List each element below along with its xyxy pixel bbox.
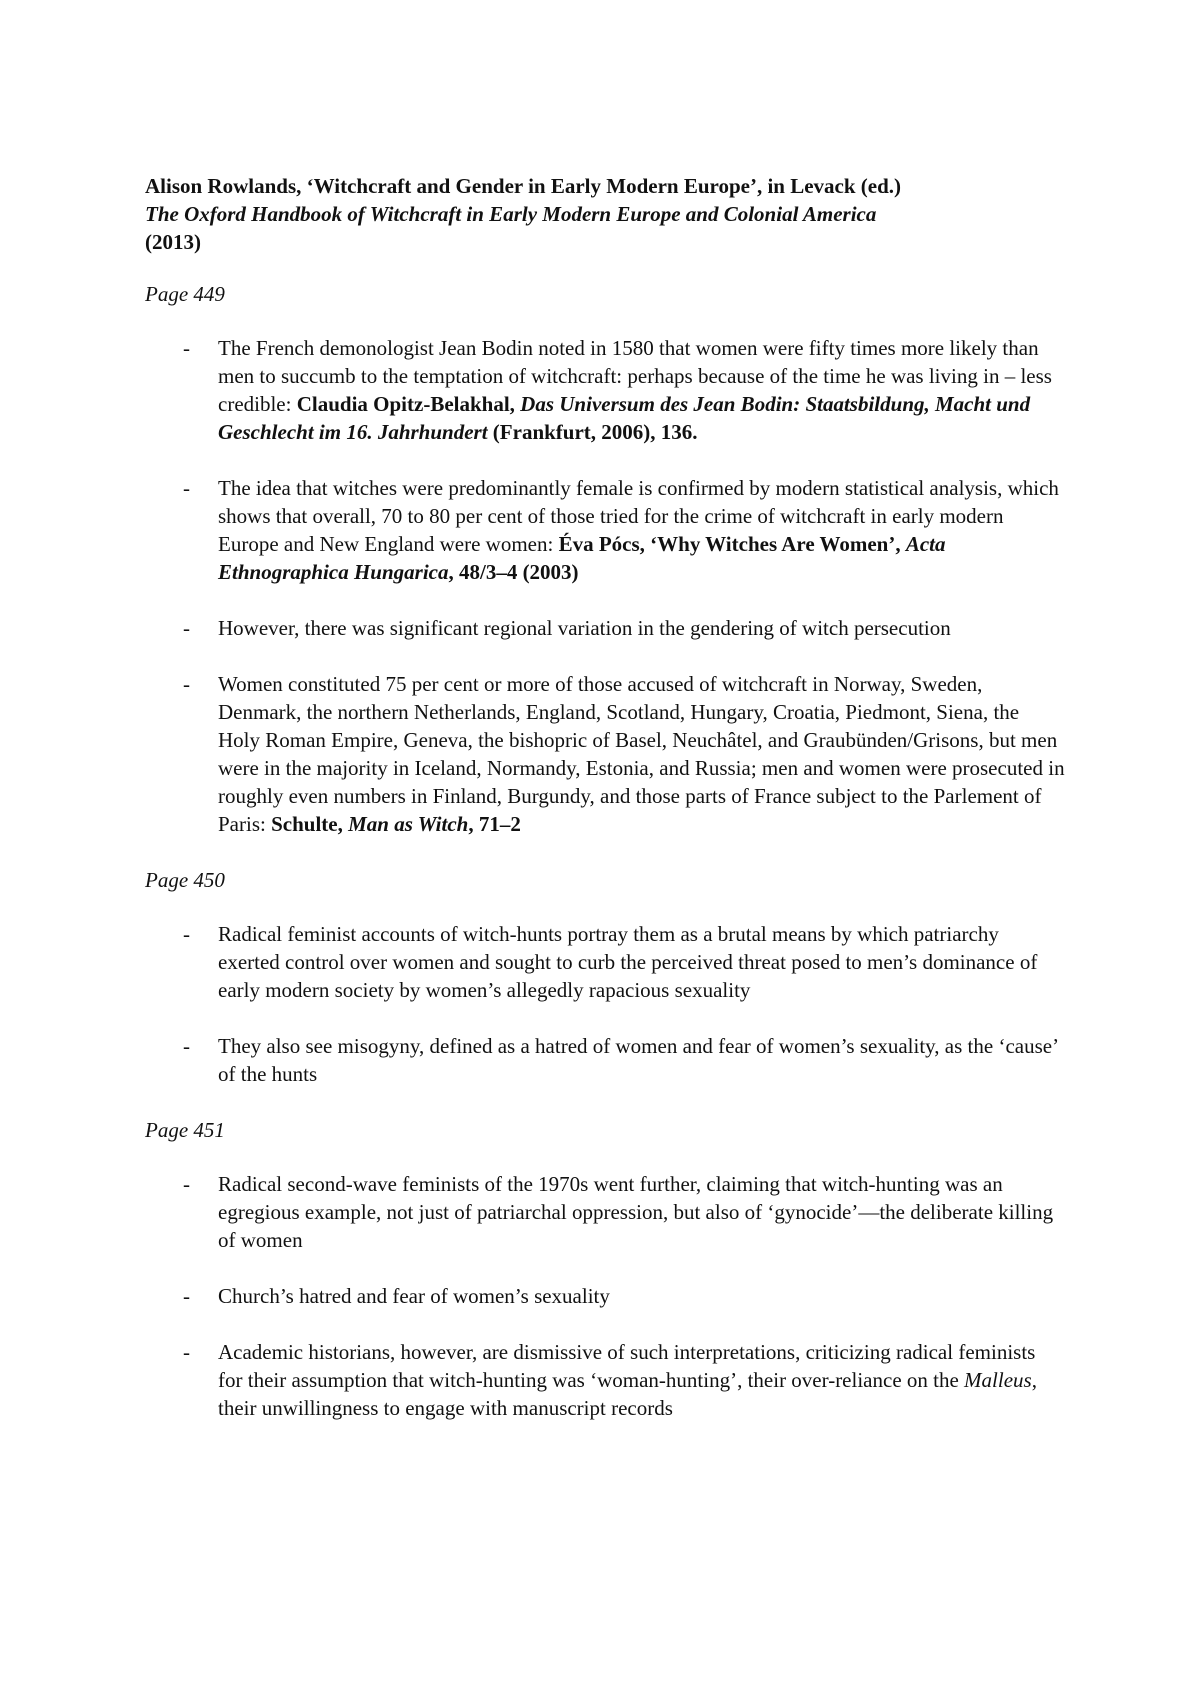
bullet-item [145, 1338, 1065, 1422]
bullet-item [145, 614, 1065, 642]
citation-text: Das Universum des Jean Bodin: Staatsbildung, Macht und Geschlecht im 16. Jahrhundert [218, 392, 1031, 444]
citation-text: Éva Pócs, ‘Why Witches Are Women’, [558, 532, 906, 556]
citation-text: Acta Ethnographica Hungarica [218, 532, 946, 584]
bullet-dash: - [183, 1284, 190, 1308]
citation-text: (Frankfurt, 2006), 136. [487, 420, 698, 444]
citation-text: Claudia Opitz-Belakhal, [296, 392, 521, 416]
title-line-book: The Oxford Handbook of Witchcraft in Early Modern Europe and Colonial America [145, 202, 877, 226]
note-text: , their unwillingness to engage with manuscript records [218, 1368, 1037, 1420]
bullet-dash: - [183, 922, 190, 946]
bullet-dash: - [183, 1340, 190, 1364]
bullet-list [145, 334, 1065, 838]
bullet-dash: - [183, 1034, 190, 1058]
bullet-dash: - [183, 1172, 190, 1196]
citation-text: , 48/3–4 (2003) [448, 560, 579, 584]
bullet-dash: - [183, 336, 190, 360]
note-text: However, there was significant regional variation in the gendering of witch persecution [218, 616, 951, 640]
document-page [145, 172, 1065, 1450]
note-text: They also see misogyny, defined as a hatred of women and fear of women’s sexuality, as the ‘cause’ of the hunts [218, 1034, 1058, 1086]
bullet-item [145, 920, 1065, 1004]
note-text: The idea that witches were predominantly female is confirmed by modern statistical analysis, which shows that overall, 70 to 80 per cent of those tried for the crime of witchcraft in early modern Europe and New England were women: [218, 476, 1059, 556]
title-line-author: Alison Rowlands, ‘Witchcraft and Gender in Early Modern Europe’, in Levack (ed.) [145, 174, 902, 198]
bullet-dash: - [183, 672, 190, 696]
bullet-dash: - [183, 476, 190, 500]
bullet-item [145, 1032, 1065, 1088]
title-line-year: (2013) [145, 230, 201, 254]
page-heading: Page 449 [145, 282, 225, 306]
bullet-list [145, 1170, 1065, 1422]
citation-text: Malleus [964, 1368, 1032, 1392]
note-text: Church’s hatred and fear of women’s sexuality [218, 1284, 610, 1308]
page-heading: Page 451 [145, 1118, 225, 1142]
bullet-item [145, 474, 1065, 586]
note-text: The French demonologist Jean Bodin noted in 1580 that women were fifty times more likely than men to succumb to the temptation of witchcraft: perhaps because of the time he was living in – less credible: [218, 336, 1052, 416]
note-text: Academic historians, however, are dismissive of such interpretations, criticizing radical feminists for their assumption that witch-hunting was ‘woman-hunting’, their over-reliance on the [218, 1340, 1036, 1392]
bullet-dash: - [183, 616, 190, 640]
bullet-item [145, 334, 1065, 446]
bullet-list [145, 920, 1065, 1088]
note-text: Women constituted 75 per cent or more of those accused of witchcraft in Norway, Sweden, Denmark, the northern Netherlands, England, Scotland, Hungary, Croatia, Piedmont, Siena, the Holy Roman Empire, Geneva, the bishopric of Basel, Neuchâtel, and Graubünden/Grisons, but men were in the majority in Iceland, Normandy, Estonia, and Russia; men and women were prosecuted in roughly even numbers in Finland, Burgundy, and those parts of France subject to the Parlement of Paris: [218, 672, 1065, 836]
bullet-item [145, 1170, 1065, 1254]
notes-body [145, 280, 1065, 1422]
bullet-item [145, 670, 1065, 838]
note-text: Radical feminist accounts of witch-hunts portray them as a brutal means by which patriarchy exerted control over women and sought to curb the perceived threat posed to men’s dominance of early modern society by women’s allegedly rapacious sexuality [218, 922, 1038, 1002]
bullet-item [145, 1282, 1065, 1310]
citation-text: Schulte, [271, 812, 349, 836]
note-text: Radical second-wave feminists of the 1970s went further, claiming that witch-hunting was an egregious example, not just of patriarchal oppression, but also of ‘gynocide’—the deliberate killing of women [218, 1172, 1054, 1252]
citation-text: Man as Witch [348, 812, 469, 836]
page-heading: Page 450 [145, 868, 225, 892]
citation-text: , 71–2 [468, 812, 521, 836]
document-title [145, 172, 1065, 256]
